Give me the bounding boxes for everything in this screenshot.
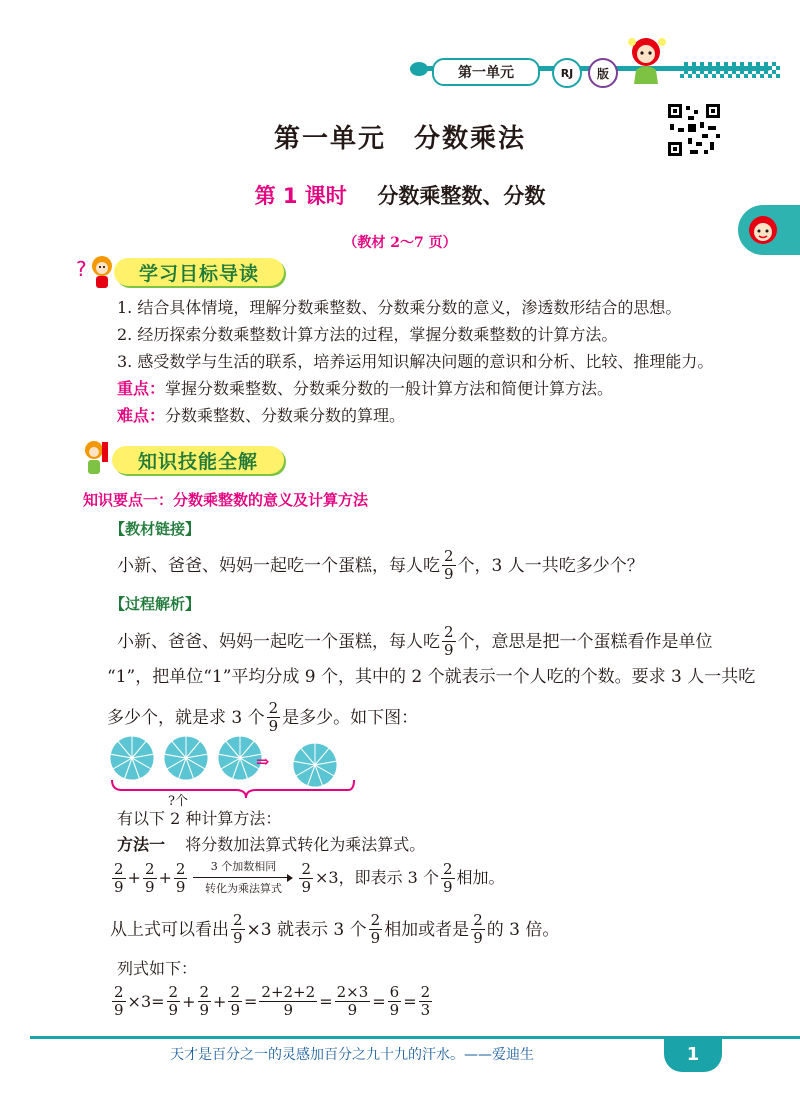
fraction-two-ninths: [198, 984, 212, 1019]
fraction-denominator: 9: [444, 641, 454, 659]
fraction-denominator: 9: [473, 929, 483, 947]
textbook-pages: （教材 2～7 页）: [343, 235, 457, 251]
plus-sign: +: [182, 991, 196, 1011]
plus-sign: +: [127, 868, 141, 887]
arrow-top-text: 3 个加数相同: [210, 860, 277, 873]
fraction-two-ninths: [174, 861, 188, 896]
fraction-sum: [259, 984, 317, 1019]
method-one-label: 方法一: [117, 835, 166, 854]
diagram-arrow-icon: ⇒: [256, 752, 270, 771]
fraction-denominator: 9: [347, 1001, 358, 1019]
fraction-two-ninths: [231, 912, 245, 947]
footer-quote: 天才是百分之一的灵感加百分之九十九的汗水。——爱迪生: [170, 1047, 534, 1063]
goal-item-3: 3. 感受数学与生活的联系，培养运用知识解决问题的意识和分析、比较、推理能力。: [117, 352, 714, 371]
lesson-title: 分数乘整数、分数: [377, 184, 546, 208]
fraction-numerator: 2: [114, 983, 124, 1001]
problem-text-a: 小新、爸爸、妈妈一起吃一个蛋糕，每人吃: [117, 555, 440, 576]
fraction-numerator: 6: [389, 983, 400, 1001]
analysis-text-3a: 多少个，就是求 3 个: [107, 707, 265, 728]
arrow-line-icon: [193, 874, 293, 882]
difficult-point: [117, 405, 405, 427]
unit-label: 第一单元: [458, 65, 514, 81]
fraction-numerator: 2: [442, 859, 453, 878]
observation-text-c: 相加或者是: [384, 919, 470, 940]
fraction-numerator: 2: [473, 911, 483, 929]
fraction-two-ninths: [441, 861, 455, 896]
method-one-equation: [110, 860, 505, 896]
fraction-denominator: 9: [301, 877, 311, 896]
unit-label-pill: [432, 58, 540, 86]
fraction-denominator: 9: [114, 877, 124, 896]
plus-sign: +: [158, 868, 172, 887]
fraction-denominator: 9: [199, 1001, 210, 1019]
fraction-denominator: 9: [175, 877, 186, 896]
analysis-text-1b: 个，意思是把一个蛋糕看作是单位: [457, 631, 713, 652]
fraction-denominator: 9: [442, 877, 453, 896]
final-formula: [110, 984, 434, 1019]
analysis-text-3b: 是多少。如下图：: [282, 707, 419, 728]
page-title: 第一单元 分数乘法: [273, 124, 526, 154]
times-three: ×3=: [127, 991, 165, 1011]
observation-line: [110, 912, 559, 947]
observation-text-d: 的 3 倍。: [486, 919, 560, 940]
methods-intro: 有以下 2 种计算方法：: [117, 809, 282, 828]
knowledge-mascot-icon: [76, 438, 116, 478]
fraction-numerator: 2: [420, 983, 431, 1001]
goal-item-1: 1. 结合具体情境，理解分数乘整数、分数乘分数的意义，渗透数形结合的思想。: [117, 298, 682, 317]
method-one-end: 相加。: [456, 868, 505, 887]
edition-badge: [588, 58, 618, 88]
fraction-numerator: 2: [268, 699, 279, 717]
result-pie: [290, 740, 340, 790]
fraction-two-ninths: [442, 548, 456, 583]
page-number: 1: [686, 1043, 700, 1065]
fraction-numerator: 2: [233, 911, 243, 929]
diagram-unknown-label: ?个: [168, 794, 188, 809]
difficult-point-text: 分数乘整数、分数乘分数的算理。: [165, 406, 406, 425]
analysis-line-3: [107, 700, 418, 735]
fraction-two-ninths: [112, 861, 126, 896]
svg-text:?: ?: [76, 257, 87, 281]
rj-badge-text: RJ: [560, 66, 574, 80]
key-point-text: 掌握分数乘整数、分数乘分数的一般计算方法和简便计算方法。: [165, 379, 614, 398]
fraction-denominator: 3: [420, 1001, 431, 1019]
lesson-heading: [0, 180, 800, 210]
goals-banner: [76, 250, 286, 290]
observation-text-a: 从上式可以看出: [110, 919, 229, 940]
rj-badge: [552, 58, 582, 88]
header-checker-pattern: [680, 62, 780, 78]
fraction-denominator: 9: [144, 877, 155, 896]
fraction-two-ninths: [471, 912, 485, 947]
formula-intro: 列式如下：: [117, 959, 198, 978]
fraction-numerator: 2: [114, 859, 124, 878]
method-one-text: 将分数加法算式转化为乘法算式。: [185, 835, 426, 854]
equals-sign: =: [319, 991, 333, 1011]
fraction-numerator: 2×3: [336, 983, 369, 1001]
fraction-two-ninths: [143, 861, 157, 896]
fraction-two-ninths: [167, 984, 181, 1019]
equals-sign: =: [372, 991, 386, 1011]
method-one: [117, 834, 425, 856]
fraction-numerator: 2+2+2: [261, 983, 316, 1001]
plus-sign: +: [213, 991, 227, 1011]
fraction-numerator: 2: [301, 859, 311, 878]
fraction-denominator: 9: [268, 717, 279, 735]
equals-sign: =: [403, 991, 417, 1011]
problem-text-b: 个，3 人一共吃多少个？: [457, 555, 644, 576]
header-mascot-icon: [620, 30, 672, 86]
analysis-text-1a: 小新、爸爸、妈妈一起吃一个蛋糕，每人吃: [117, 631, 440, 652]
goals-banner-text: 学习目标导读: [138, 262, 259, 285]
fraction-numerator: 2: [444, 623, 454, 641]
fraction-two-ninths: [112, 984, 126, 1019]
key-point: [117, 378, 613, 400]
fraction-numerator: 2: [168, 983, 179, 1001]
fraction-two-thirds: [419, 984, 433, 1019]
problem-statement: [117, 548, 644, 583]
fraction-two-ninths: [228, 984, 242, 1019]
fraction-two-ninths: [267, 700, 281, 735]
fraction-six-ninths: [388, 984, 402, 1019]
goal-item-2: 2. 经历探索分数乘整数计算方法的过程，掌握分数乘整数的计算方法。: [117, 325, 618, 344]
fraction-denominator: 9: [370, 929, 381, 947]
lesson-number: 第 1 课时: [254, 184, 347, 208]
knowledge-point-title: 知识要点一：分数乘整数的意义及计算方法: [83, 491, 369, 509]
method-one-tail: ×3，即表示 3 个: [315, 868, 439, 887]
page-number-badge: [664, 1036, 722, 1072]
conversion-arrow: [193, 860, 293, 896]
knowledge-banner: [76, 438, 286, 478]
fraction-denominator: 9: [283, 1001, 294, 1019]
fraction-numerator: 2: [230, 983, 240, 1001]
arrow-bottom-text: 转化为乘法算式: [204, 882, 282, 895]
fraction-denominator: 9: [444, 565, 454, 583]
fraction-numerator: 2: [444, 547, 454, 565]
fraction-numerator: 2: [144, 859, 155, 878]
difficult-point-label: 难点：: [117, 406, 166, 425]
fraction-denominator: 9: [230, 1001, 240, 1019]
fraction-two-ninths: [299, 861, 313, 896]
edition-badge-text: 版: [596, 66, 609, 81]
fraction-denominator: 9: [168, 1001, 179, 1019]
fraction-product: [335, 984, 371, 1019]
fraction-numerator: 2: [370, 911, 381, 929]
knowledge-banner-text: 知识技能全解: [137, 450, 258, 473]
fraction-two-ninths: [369, 912, 383, 947]
analysis-tag: 【过程解析】: [110, 595, 201, 613]
textbook-link-tag: 【教材链接】: [110, 520, 201, 538]
fraction-two-ninths: [442, 624, 456, 659]
analysis-line-2: “1”，把单位“1”平均分成 9 个，其中的 2 个就表示一个人吃的个数。要求 3 人一共吃: [107, 667, 756, 687]
fraction-denominator: 9: [233, 929, 243, 947]
analysis-line-1: [117, 624, 713, 659]
observation-text-b: ×3 就表示 3 个: [246, 919, 367, 940]
fraction-denominator: 9: [389, 1001, 400, 1019]
fraction-denominator: 9: [114, 1001, 124, 1019]
key-point-label: 重点：: [117, 379, 166, 398]
equals-sign: =: [244, 991, 258, 1011]
fraction-numerator: 2: [199, 983, 210, 1001]
fraction-numerator: 2: [175, 859, 186, 878]
